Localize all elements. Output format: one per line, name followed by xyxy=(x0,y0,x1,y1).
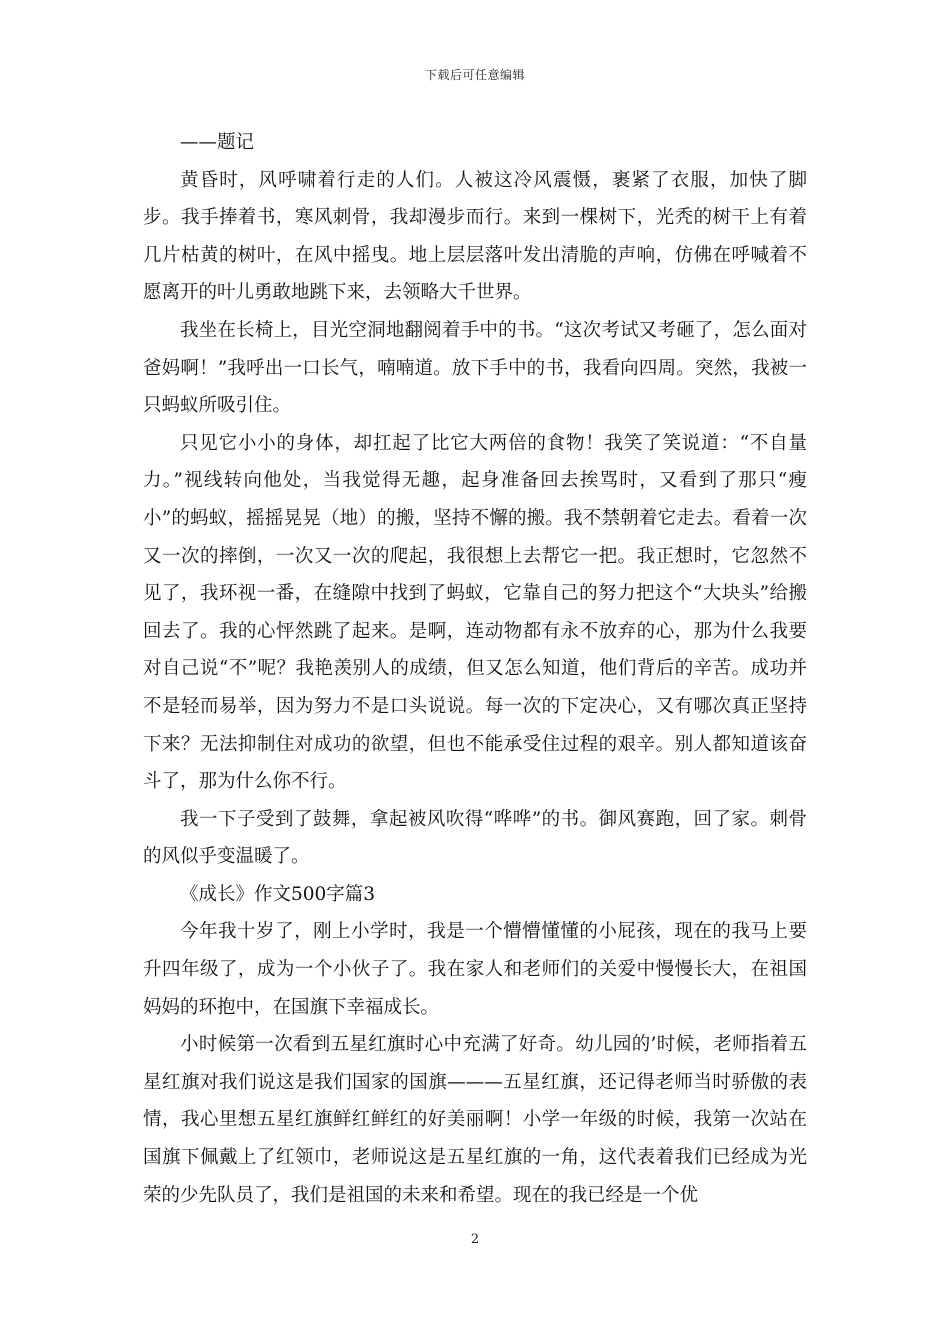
paragraph: 只见它小小的身体，却扛起了比它大两倍的食物！我笑了笑说道：“不自量力。”视线转向他处，当我觉得无趣，起身准备回去挨骂时，又看到了那只“瘦小”的蚂蚁，摇摇晃晃（地）的搬，坚持不懈的搬。我不禁朝着它走去。看着一次又一次的摔倒，一次又一次的爬起，我很想上去帮它一把。我正想时，它忽然不见了，我环视一番，在缝隙中找到了蚂蚁，它靠自己的努力把这个“大块头”给搬回去了。我的心怦然跳了起来。是啊，连动物都有永不放弃的心，那为什么我要对自己说“不”呢？我艳羡别人的成绩，但又怎么知道，他们背后的辛苦。成功并不是轻而易举，因为努力不是口头说说。每一次的下定决心，又有哪次真正坚持下来？无法抑制住对成功的欲望，但也不能承受住过程的艰辛。别人都知道该奋斗了，那为什么你不行。 xyxy=(143,432,807,793)
paragraph: 小时候第一次看到五星红旗时心中充满了好奇。幼儿园的’时候，老师指着五星红旗对我们说这是我们国家的国旗———五星红旗，还记得老师当时骄傲的表情，我心里想五星红旗鲜红鲜红的好美丽啊！小学一年级的时候，我第一次站在国旗下佩戴上了红领巾，老师说这是五星红旗的一角，这代表着我们已经成为光荣的少先队员了，我们是祖国的未来和希望。现在的我已经是一个优 xyxy=(143,1034,807,1206)
paragraph: 我一下子受到了鼓舞，拿起被风吹得“哗哗”的书。御风赛跑，回了家。刺骨的风似乎变温暖了。 xyxy=(143,808,807,868)
paragraph: 黄昏时，风呼啸着行走的人们。人被这冷风震慑，裹紧了衣服，加快了脚步。我手捧着书，寒风刺骨，我却漫步而行。来到一棵树下，光秃的树干上有着几片枯黄的树叶，在风中摇曳。地上层层落叶发出清脆的声响，仿佛在呼喊着不愿离开的叶儿勇敢地跳下来，去领略大千世界。 xyxy=(143,169,807,304)
paragraph: 今年我十岁了，刚上小学时，我是一个懵懵懂懂的小屁孩，现在的我马上要升四年级了，成为一个小伙子了。我在家人和老师们的关爱中慢慢长大，在祖国妈妈的环抱中，在国旗下幸福成长。 xyxy=(143,921,807,1018)
document-body xyxy=(143,124,807,1214)
paragraph-epigraph: ——题记 xyxy=(180,132,255,153)
page-number: 2 xyxy=(470,1232,480,1247)
page-header: 下载后可任意编辑 xyxy=(424,68,525,82)
paragraph: 我坐在长椅上，目光空洞地翻阅着手中的书。“这次考试又考砸了，怎么面对爸妈啊！”我呼出一口长气，喃喃道。放下手中的书，我看向四周。突然，我被一只蚂蚁所吸引住。 xyxy=(143,319,807,417)
section-title: 《成长》作文500字篇3 xyxy=(180,883,376,905)
